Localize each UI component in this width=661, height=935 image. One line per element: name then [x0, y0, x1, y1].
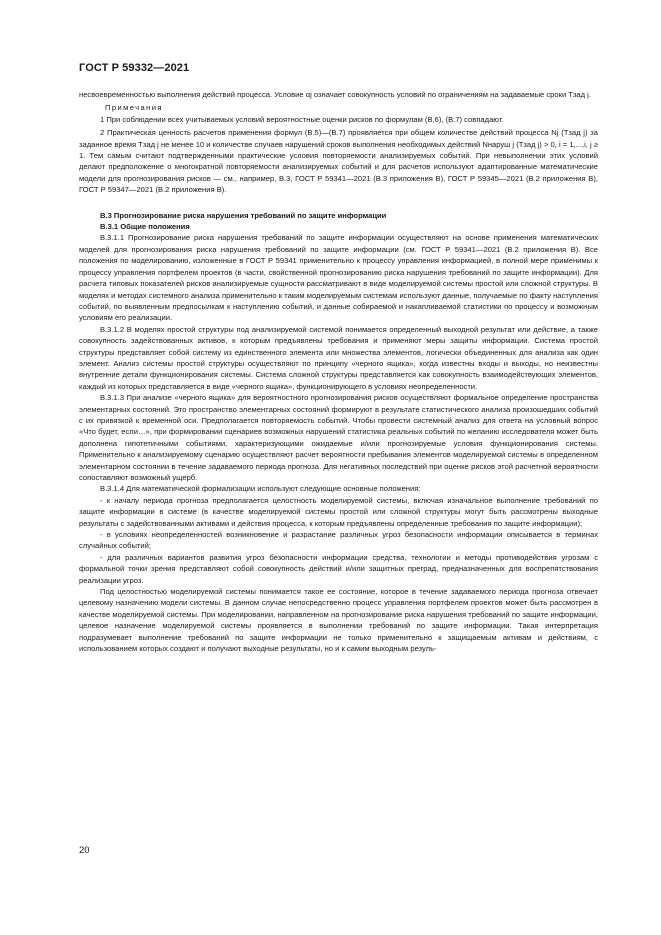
note-2: 2 Практическая ценность расчетов применения формул (В.5)—(В.7) проявляется при общем количестве действий процесса Nj (Tзад j) за заданное время Tзад j не менее 10 и количестве случаев нарушений сроков выполнения необходимых действий Nнаруш j (Tзад j) > 0, i = 1,...,i, j ≥ 1. Тем самым считают подтвержденными практические условия повторяемости анализируемых событий. При невыполнении этих условий делают предположение о многократной повторяемости анализируемых событий и для расчетов используют адаптированные математические модели для прогнозирования рисков — см., например, В.3, ГОСТ Р 59341—2021 (В.3 приложения В), ГОСТ Р 59345—2021 (В.2 приложения В), ГОСТ Р 59347—2021 (В.2 приложения В). — [79, 128, 598, 195]
integrity-paragraph: Под целостностью моделируемой системы понимается такое ее состояние, которое в течение задаваемого периода прогноза отвечает целевому назначению модели системы. В данном случае непосредственно процесс управления портфелем проектов может быть рассмотрен в качестве моделируемой системы. При моделировании, направленном на прогнозирование риска нарушения требований по защите информации, целевое назначение моделируемой системы проявляется в выполнении требований по защите информации. Такая интерпретация подразумевает выполнение требований по защите информации не только применительно к защищаемым активам и действиям, с использованием которых создают и получают выходные результаты, но и к самим выходным резуль- — [79, 587, 598, 654]
section-heading-b3: В.3 Прогнозирование риска нарушения требований по защите информации — [100, 210, 387, 220]
subsection-heading-b31: В.3.1 Общие положения — [100, 222, 190, 232]
list-item: - к началу периода прогноза предполагается целостность моделируемой системы, включая изначальное выполнение требований по защите информации в системе (в качестве моделируемой системы простой или сложной структуры могут быть рассмотрены выходные результаты с задействованными активами и действия процесса, к которым предъявлены определенные требования по защите информации); — [79, 495, 598, 528]
document-header: ГОСТ Р 59332—2021 — [79, 62, 190, 74]
paragraph-b312: В.3.1.2 В моделях простой структуры под анализируемой системой понимается определенный выходной результат или действие, а также совокупность задействованных активов, к которым предъявлены требования и применяют меры защиты информации. Система простой структуры представляет собой систему из единственного элемента или множества элементов, логически объединенных для анализа как один элемент. Анализ системы простой структуры осуществляют по принципу «черного ящика», когда известны входы и выходы, но неизвестны внутренние детали функционирования системы. Система сложной структуры представляется как совокупность взаимодействующих элементов, каждый из которых представляется в виде «черного ящика», функционирующего в условиях неопределенности. — [79, 324, 598, 391]
note-1: 1 При соблюдении всех учитываемых условий вероятностные оценки рисков по формулам (В.6), (В.7) совпадают. — [100, 114, 504, 124]
list-item: - в условиях неопределенностей возникновение и разрастание различных угроз безопасности информации описывается в терминах случайных событий; — [79, 530, 598, 551]
continuation-paragraph: несвоевременностью выполнения действий процесса. Условие αj означает совокупность условий по ограничениям на задаваемые сроки Tзад j. — [79, 90, 591, 99]
paragraph-b311: В.3.1.1 Прогнозирование риска нарушения требований по защите информации осуществляют на основе применения математических моделей для прогнозирования риска нарушения требований по защите информации (см. ГОСТ Р 59341—2021 (В.2 приложения В). Все положения по моделированию, изложенные в ГОСТ Р 59341 применительно к процессу управления информацией, в полной мере применимы к процессу управления портфелем проектов (в части, свойственной прогнозированию риска нарушения требований по защите информации). Для расчета типовых показателей рисков анализируемые сущности рассматривают в виде моделируемой системы простой или сложной структуры. В моделях и методах системного анализа применительно к таким моделируемым системам используют данные, получаемые по факту наступления событий, по выявленным предпосылкам к наступлению событий, и данные собираемой и накапливаемой статистики по процессу и возможным условиям его реализации. — [79, 233, 598, 323]
page-body — [79, 89, 598, 655]
list-item: - для различных вариантов развития угроз безопасности информации средства, технологии и методы противодействия угрозам с формальной точки зрения представляют собой совокупность действий и/или защитных преград, предназначенных для воспрепятствования реализации угроз. — [79, 552, 598, 585]
paragraph-b314: В.3.1.4 Для математической формализации используют следующие основные положения: — [100, 484, 421, 494]
notes-heading: Примечания — [105, 103, 163, 113]
page-number: 20 — [79, 845, 90, 856]
paragraph-b313: В.3.1.3 При анализе «черного ящика» для вероятностного прогнозирования рисков осуществляют формальное определение пространства элементарных состояний. Это пространство элементарных состояний формируют в результате статистического анализа произошедших событий с их привязкой к временной оси. Предполагается повторяемость событий. Чтобы провести системный анализ для ответа на условный вопрос «Что будет, если…», при формировании сценариев возможных нарушений статистика реальных событий по желанию исследователя может быть дополнена гипотетичными событиями, характеризующими ожидаемые и/или прогнозируемые условия функционирования системы. Применительно к анализируемому сценарию осуществляют расчет вероятности пребывания элементов моделируемой системы в определенном элементарном состоянии в течение задаваемого периода прогноза. Для негативных последствий при оценке рисков этой расчетной вероятности сопоставляют возможный ущерб. — [79, 393, 598, 482]
